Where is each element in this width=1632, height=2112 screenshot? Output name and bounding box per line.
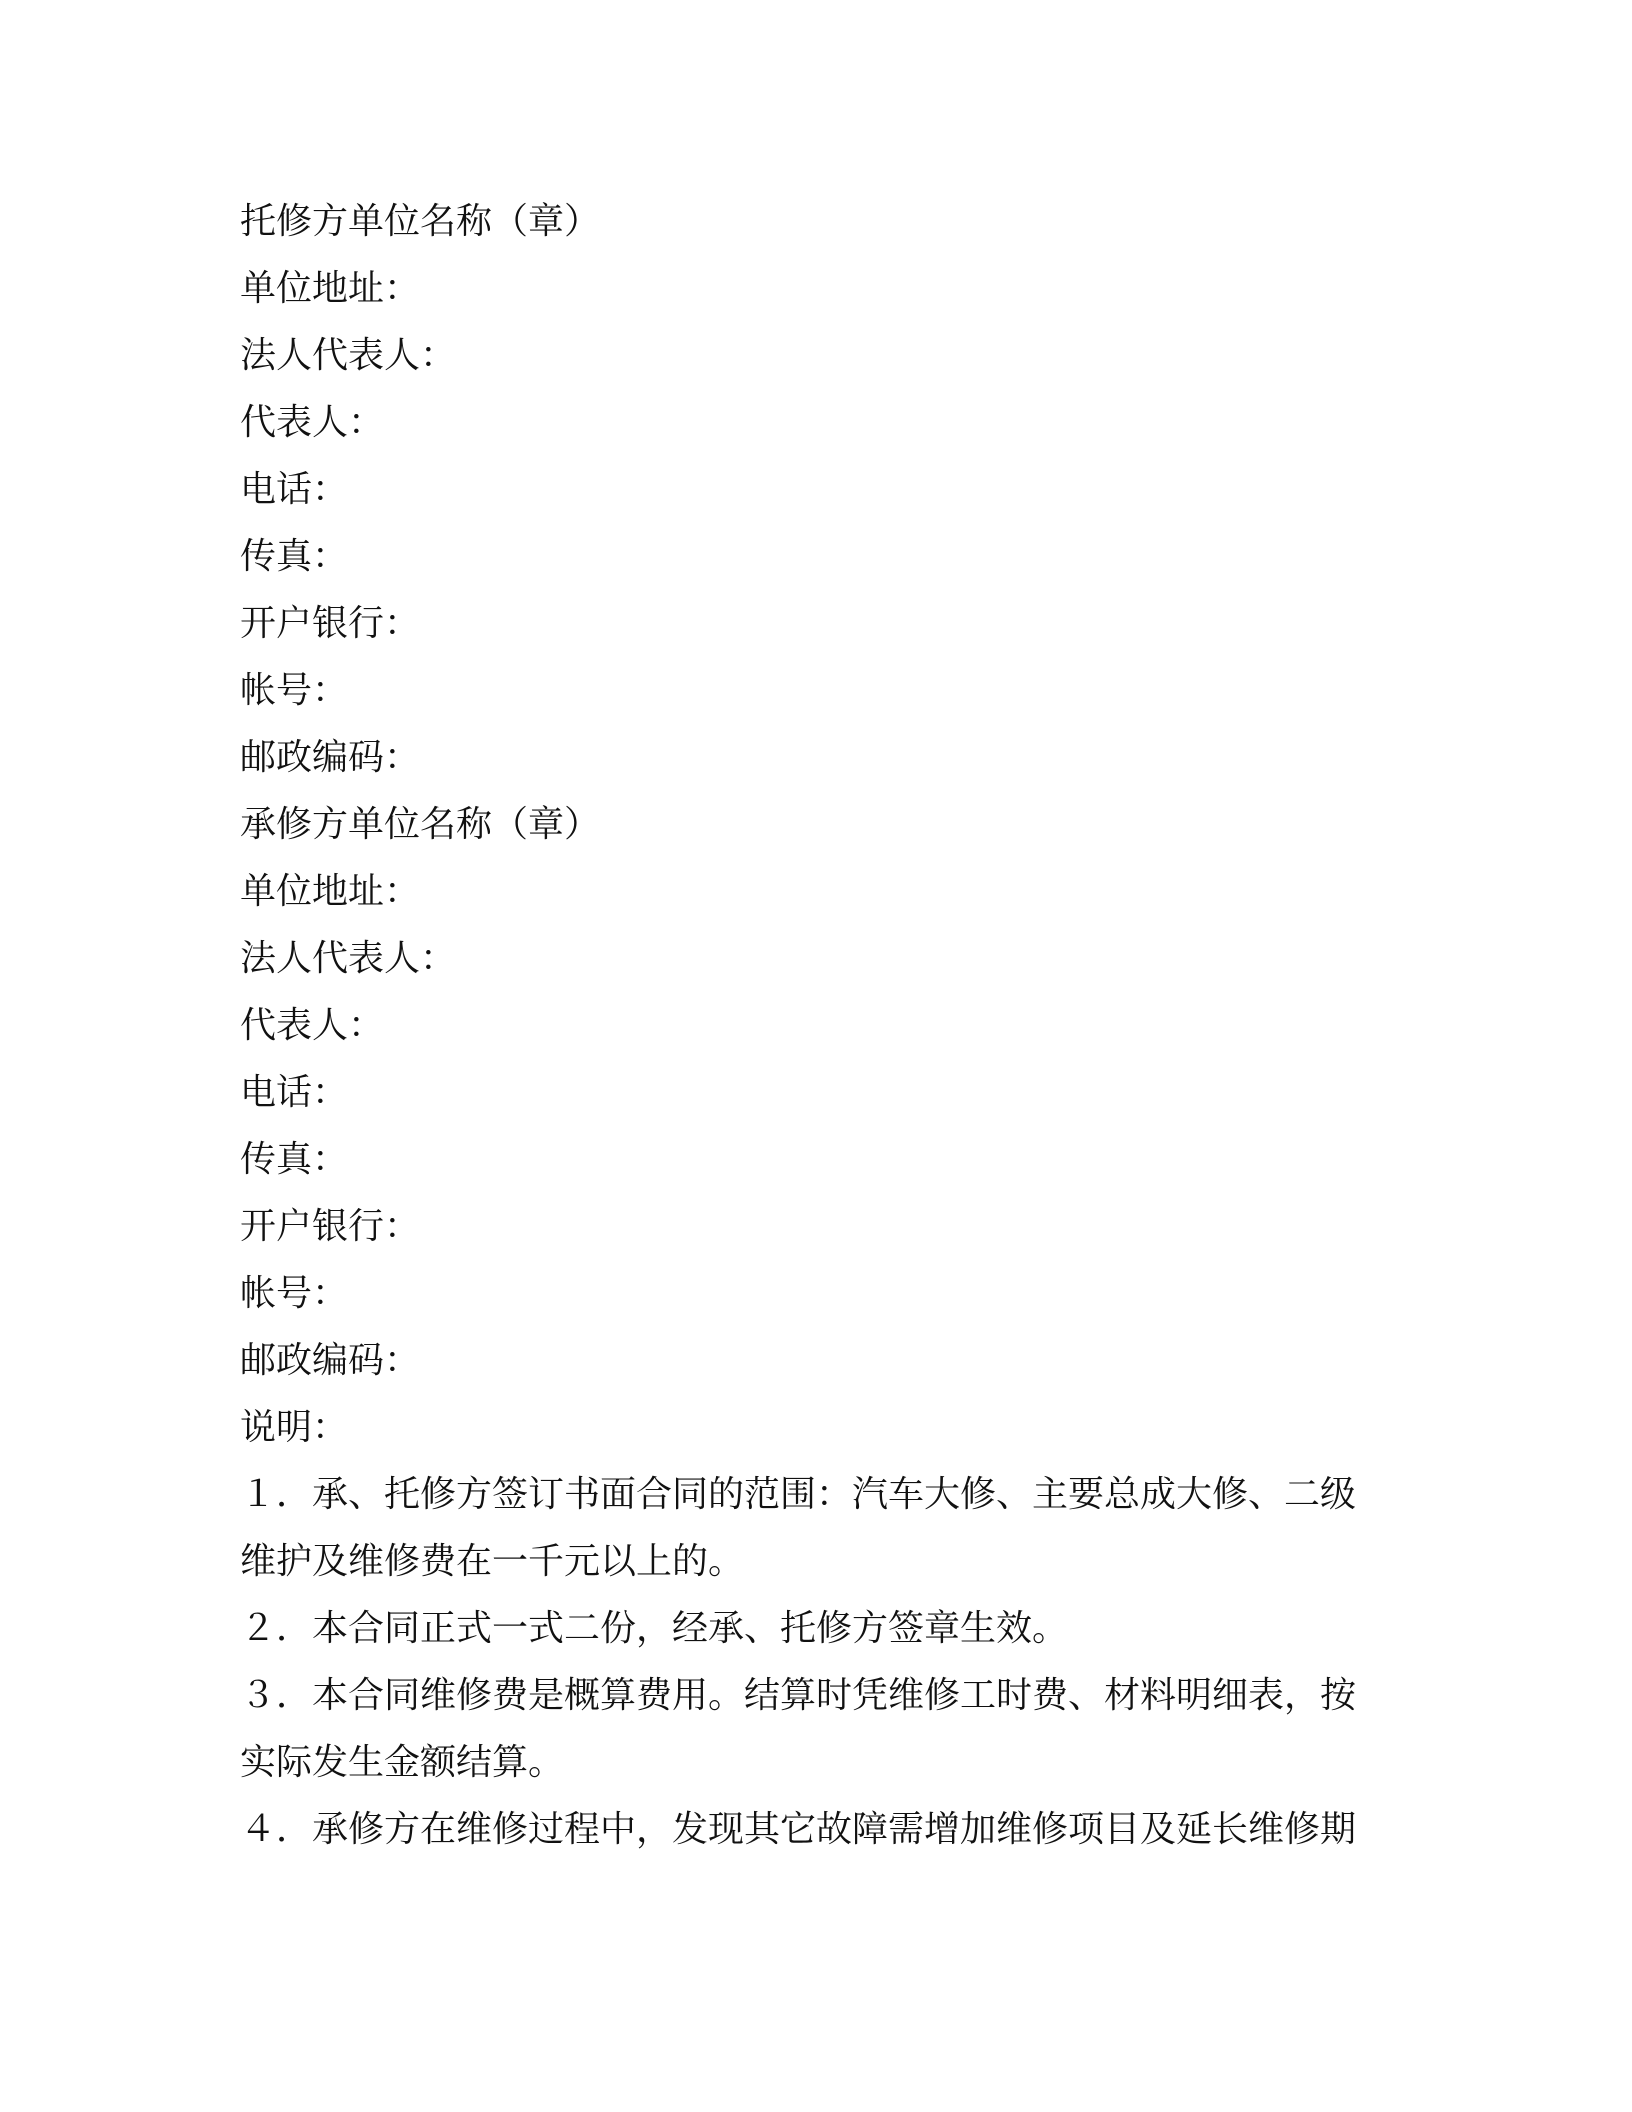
contractor-account-label: 帐号： (240, 1273, 349, 1314)
notes-heading: 说明： (240, 1407, 349, 1448)
contractor-legal-rep-label: 法人代表人： (240, 938, 457, 979)
contractor-rep-label: 代表人： (240, 1005, 385, 1046)
note-item-1 (240, 1461, 1390, 1528)
note-text: 本合同正式一式二份，经承、托修方签章生效。 (312, 1608, 1069, 1649)
contractor-fax-label: 传真： (240, 1139, 349, 1180)
client-fax-label: 传真： (240, 536, 349, 577)
note-number: ２． (240, 1608, 313, 1649)
client-rep-label: 代表人： (240, 402, 385, 443)
client-address-label: 单位地址： (240, 268, 421, 309)
note-item-1-continued: 维护及维修费在一千元以上的。 (240, 1541, 745, 1582)
notes-section (240, 1394, 1390, 1863)
contractor-address-label: 单位地址： (240, 871, 421, 912)
note-number: ４． (240, 1809, 313, 1850)
client-section (240, 188, 1390, 791)
contractor-bank-label: 开户银行： (240, 1206, 421, 1247)
client-name-label: 托修方单位名称（章） (240, 201, 601, 242)
client-account-label: 帐号： (240, 670, 349, 711)
client-postcode-label: 邮政编码： (240, 737, 421, 778)
document-body (240, 188, 1390, 1863)
note-number: ３． (240, 1675, 313, 1716)
note-item-3-continued: 实际发生金额结算。 (240, 1742, 565, 1783)
contractor-section (240, 791, 1390, 1394)
client-legal-rep-label: 法人代表人： (240, 335, 457, 376)
client-phone-label: 电话： (240, 469, 349, 510)
contractor-name-label: 承修方单位名称（章） (240, 804, 601, 845)
note-number: １． (240, 1474, 313, 1515)
note-item-3 (240, 1662, 1390, 1729)
contractor-phone-label: 电话： (240, 1072, 349, 1113)
contractor-postcode-label: 邮政编码： (240, 1340, 421, 1381)
note-item-2 (240, 1595, 1390, 1662)
note-text: 承修方在维修过程中，发现其它故障需增加维修项目及延长维修期 (312, 1809, 1357, 1850)
note-text: 承、托修方签订书面合同的范围：汽车大修、主要总成大修、二级 (312, 1474, 1357, 1515)
note-item-4 (240, 1796, 1390, 1863)
note-text: 本合同维修费是概算费用。结算时凭维修工时费、材料明细表，按 (312, 1675, 1357, 1716)
client-bank-label: 开户银行： (240, 603, 421, 644)
